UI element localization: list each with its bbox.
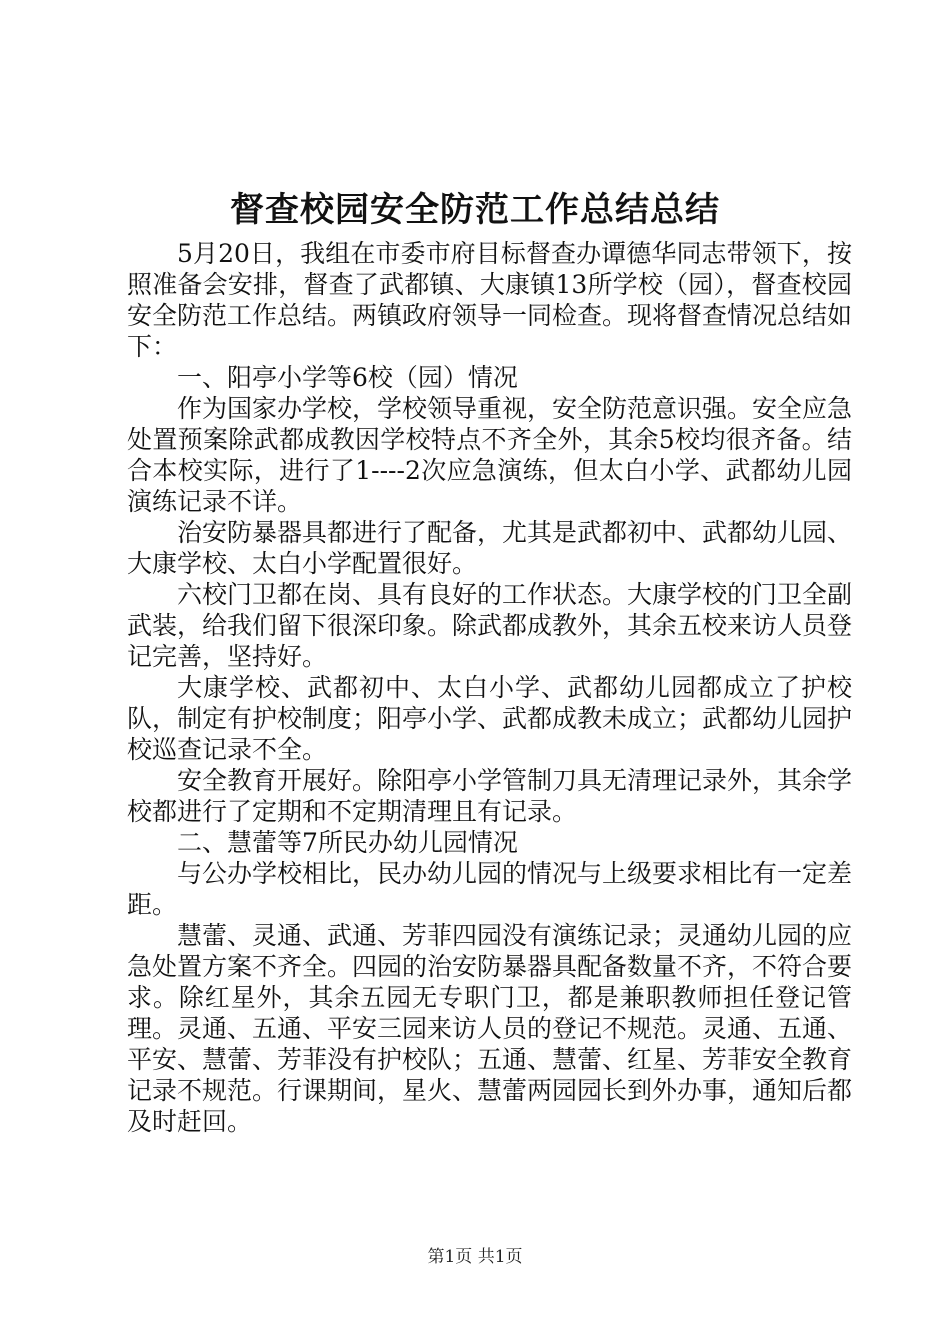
paragraph: 安全教育开展好。除阳亭小学管制刀具无清理记录外，其余学校都进行了定期和不定期清理且有记录。 bbox=[127, 766, 853, 826]
section-heading-2: 二、慧蕾等7所民办幼儿园情况 bbox=[177, 828, 518, 857]
paragraph: 治安防暴器具都进行了配备，尤其是武都初中、武都幼儿园、大康学校、太白小学配置很好。 bbox=[127, 518, 853, 578]
section-heading-1: 一、阳亭小学等6校（园）情况 bbox=[177, 363, 518, 392]
paragraph: 慧蕾、灵通、武通、芳菲四园没有演练记录；灵通幼儿园的应急处置方案不齐全。四园的治安防暴器具配备数量不齐，不符合要求。除红星外，其余五园无专职门卫，都是兼职教师担任登记管理。灵通、五通、平安三园来访人员的登记不规范。灵通、五通、平安、慧蕾、芳菲没有护校队；五通、慧蕾、红星、芳菲安全教育记录不规范。行课期间，星火、慧蕾两园园长到外办事，通知后都及时赶回。 bbox=[127, 921, 853, 1136]
page-footer: 第1页 共1页 bbox=[427, 1247, 523, 1267]
document-title: 督查校园安全防范工作总结总结 bbox=[230, 190, 720, 230]
document-body bbox=[127, 238, 852, 1137]
paragraph: 作为国家办学校，学校领导重视，安全防范意识强。安全应急处置预案除武都成教因学校特点不齐全外，其余5校均很齐备。结合本校实际，进行了1----2次应急演练，但太白小学、武都幼儿园演练记录不详。 bbox=[127, 394, 853, 516]
paragraph: 与公办学校相比，民办幼儿园的情况与上级要求相比有一定差距。 bbox=[127, 859, 853, 919]
paragraph: 六校门卫都在岗、具有良好的工作状态。大康学校的门卫全副武装，给我们留下很深印象。除武都成教外，其余五校来访人员登记完善，坚持好。 bbox=[127, 580, 853, 671]
paragraph-intro: 5月20日，我组在市委市府目标督查办谭德华同志带领下，按照准备会安排，督查了武都镇、大康镇13所学校（园），督查校园安全防范工作总结。两镇政府领导一同检查。现将督查情况总结如下： bbox=[127, 239, 853, 361]
paragraph: 大康学校、武都初中、太白小学、武都幼儿园都成立了护校队，制定有护校制度；阳亭小学、武都成教未成立；武都幼儿园护校巡查记录不全。 bbox=[127, 673, 853, 764]
